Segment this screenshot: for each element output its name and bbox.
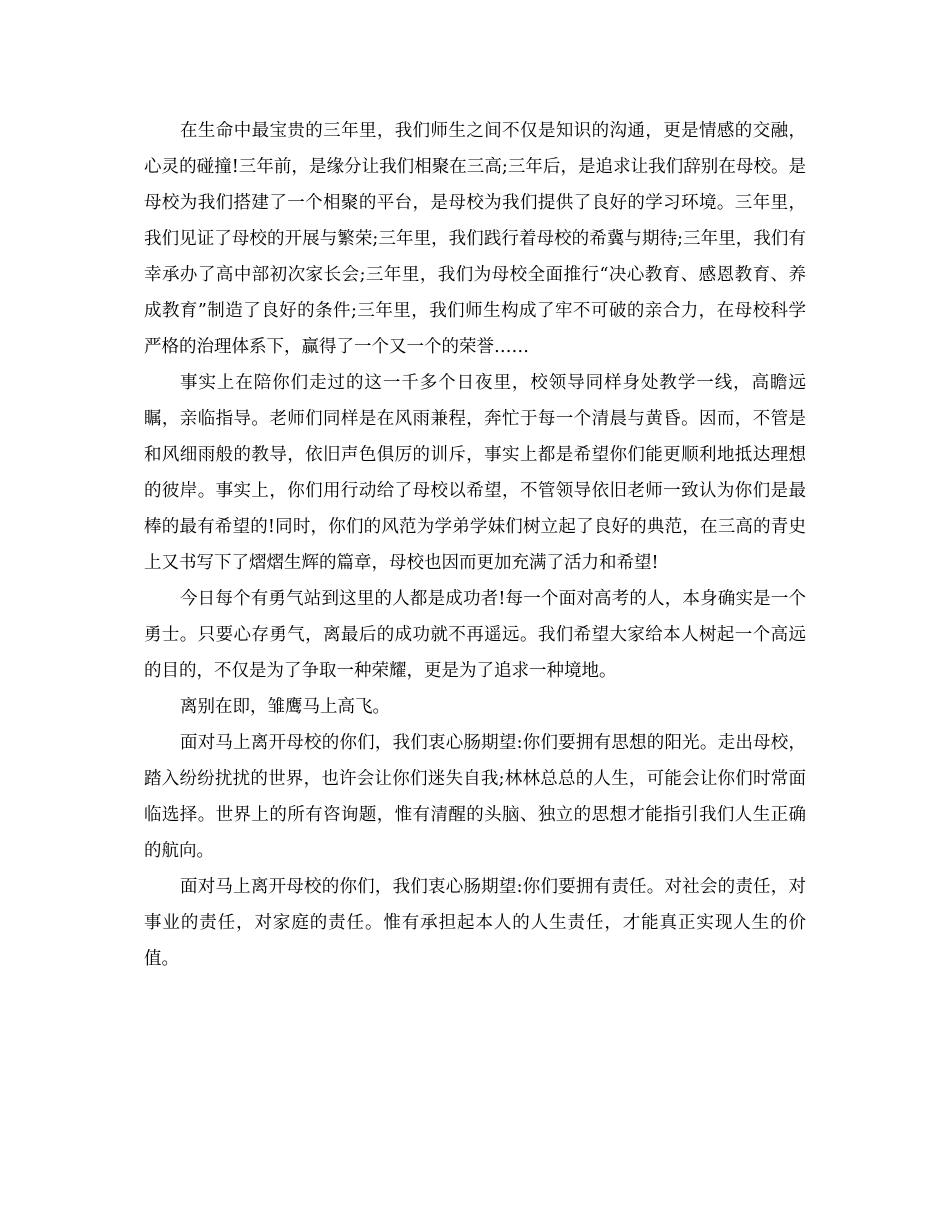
paragraph-1: 在生命中最宝贵的三年里，我们师生之间不仅是知识的沟通，更是情感的交融，心灵的碰撞!三年前，是缘分让我们相聚在三高;三年后，是追求让我们辞别在母校。是母校为我们搭建了一个相聚的平台，是母校为我们提供了良好的学习环境。三年里，我们见证了母校的开展与繁荣;三年里，我们践行着母校的希冀与期待;三年里，我们有幸承办了高中部初次家长会;三年里，我们为母校全面推行“决心教育、感恩教育、养成教育”制造了良好的条件;三年里，我们师生构成了牢不可破的亲合力，在母校科学严格的治理体系下，赢得了一个又一个的荣誉…… — [144, 121, 806, 357]
paragraph-3: 今日每个有勇气站到这里的人都是成功者!每一个面对高考的人，本身确实是一个勇士。只要心存勇气，离最后的成功就不再遥远。我们希望大家给本人树起一个高远的目的，不仅是为了争取一种荣耀，更是为了追求一种境地。 — [144, 589, 806, 681]
document-body — [144, 113, 806, 977]
paragraph-5: 面对马上离开母校的你们，我们衷心肠期望:你们要拥有思想的阳光。走出母校，踏入纷纷扰扰的世界，也许会让你们迷失自我;林林总总的人生，可能会让你们时常面临选择。世界上的所有咨询题，惟有清醒的头脑、独立的思想才能指引我们人生正确的航向。 — [144, 733, 806, 861]
paragraph-6: 面对马上离开母校的你们，我们衷心肠期望:你们要拥有责任。对社会的责任，对事业的责任，对家庭的责任。惟有承担起本人的人生责任，才能真正实现人生的价值。 — [144, 877, 806, 969]
paragraph-2: 事实上在陪你们走过的这一千多个日夜里，校领导同样身处教学一线，高瞻远瞩，亲临指导。老师们同样是在风雨兼程，奔忙于每一个清晨与黄昏。因而，不管是和风细雨般的教导，依旧声色俱厉的训斥，事实上都是希望你们能更顺利地抵达理想的彼岸。事实上，你们用行动给了母校以希望，不管领导依旧老师一致认为你们是最棒的最有希望的!同时，你们的风范为学弟学妹们树立起了良好的典范，在三高的青史上又书写下了熠熠生辉的篇章，母校也因而更加充满了活力和希望! — [144, 373, 806, 573]
paragraph-4: 离别在即，雏鹰马上高飞。 — [180, 697, 390, 717]
